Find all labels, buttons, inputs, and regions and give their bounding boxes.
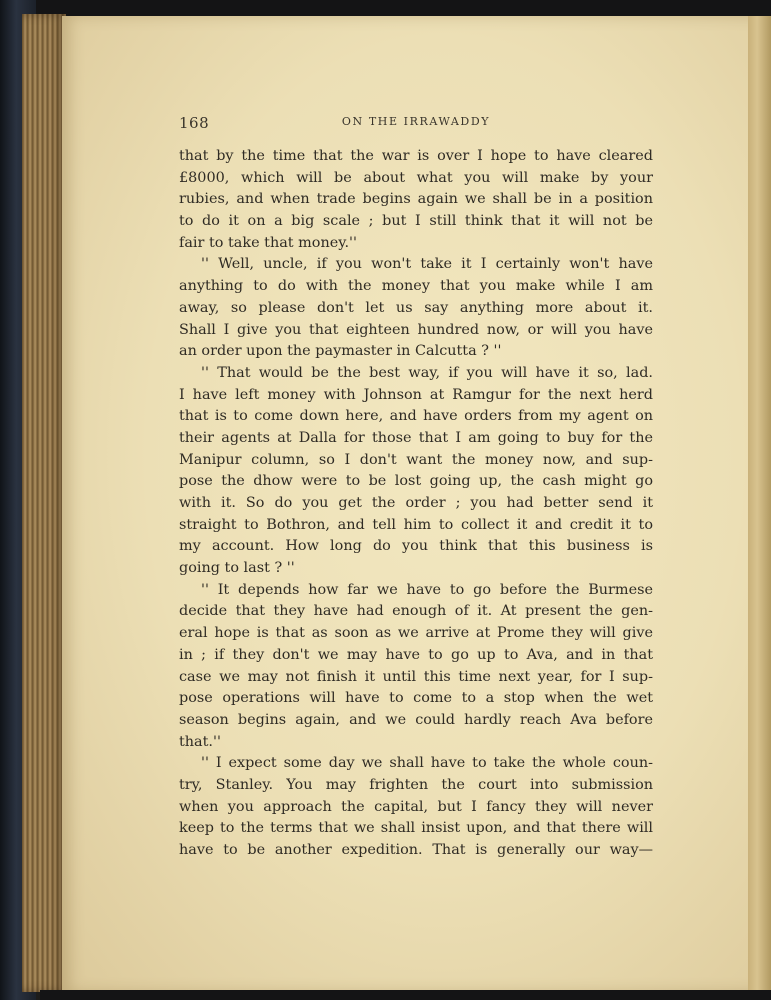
text-line: case we may not finish it until this time next year, for I sup- xyxy=(179,668,653,685)
text-line: with it. So do you get the order ; you had better send it xyxy=(179,495,653,511)
text-line: that is to come down here, and have orders from my agent on xyxy=(179,408,653,425)
text-line: fair to take that money.'' xyxy=(179,234,357,251)
text-line: try, Stanley. You may frighten the court into submission xyxy=(179,776,653,793)
text-line: '' I expect some day we shall have to take the whole coun- xyxy=(201,755,653,772)
text-line: season begins again, and we could hardly reach Ava before xyxy=(179,711,653,728)
text-line: to do it on a big scale ; but I still think that it will not be xyxy=(179,213,653,230)
book-cover-bottom xyxy=(40,990,771,1000)
text-line: anything to do with the money that you make while I am xyxy=(179,278,653,295)
text-line: decide that they have had enough of it. At present the gen- xyxy=(179,603,653,620)
text-line: going to last ? '' xyxy=(179,560,295,577)
text-line: rubies, and when trade begins again we shall be in a position xyxy=(179,191,653,208)
text-line: straight to Bothron, and tell him to collect it and credit it to xyxy=(179,516,653,533)
text-line: Manipur column, so I don't want the money now, and sup- xyxy=(179,451,653,468)
text-line: '' It depends how far we have to go before the Burmese xyxy=(201,581,653,598)
body-text xyxy=(179,146,653,862)
text-line: in ; if they don't we may have to go up to Ava, and in that xyxy=(179,646,653,663)
text-line: '' Well, uncle, if you won't take it I certainly won't have xyxy=(201,256,653,273)
text-line: away, so please don't let us say anything more about it. xyxy=(179,299,653,316)
text-line: Shall I give you that eighteen hundred now, or will you have xyxy=(179,321,653,338)
text-line: I have left money with Johnson at Ramgur for the next herd xyxy=(179,386,653,403)
text-line: that.'' xyxy=(179,733,221,750)
book-cover-top xyxy=(0,0,771,16)
running-title: ON THE IRRAWADDY xyxy=(341,115,491,128)
text-line: have to be another expedition. That is generally our way— xyxy=(179,842,653,858)
text-line: keep to the terms that we shall insist upon, and that there will xyxy=(179,820,653,837)
running-head xyxy=(179,114,653,134)
text-line: an order upon the paymaster in Calcutta ? '' xyxy=(179,343,502,360)
text-line: pose the dhow were to be lost going up, the cash might go xyxy=(179,473,653,490)
text-line: eral hope is that as soon as we arrive at Prome they will give xyxy=(179,625,653,642)
page-number: 168 xyxy=(179,114,210,132)
text-line: when you approach the capital, but I fancy they will never xyxy=(179,798,653,815)
page-fore-edge xyxy=(748,16,771,992)
page-edges xyxy=(22,14,66,992)
text-line: their agents at Dalla for those that I am going to buy for the xyxy=(179,429,653,446)
text-line: my account. How long do you think that this business is xyxy=(179,538,653,555)
text-line: '' That would be the best way, if you will have it so, lad. xyxy=(201,364,653,381)
text-line: pose operations will have to come to a stop when the wet xyxy=(179,690,653,707)
text-line: £8000, which will be about what you will make by your xyxy=(179,169,653,186)
text-line: that by the time that the war is over I hope to have cleared xyxy=(179,148,653,164)
